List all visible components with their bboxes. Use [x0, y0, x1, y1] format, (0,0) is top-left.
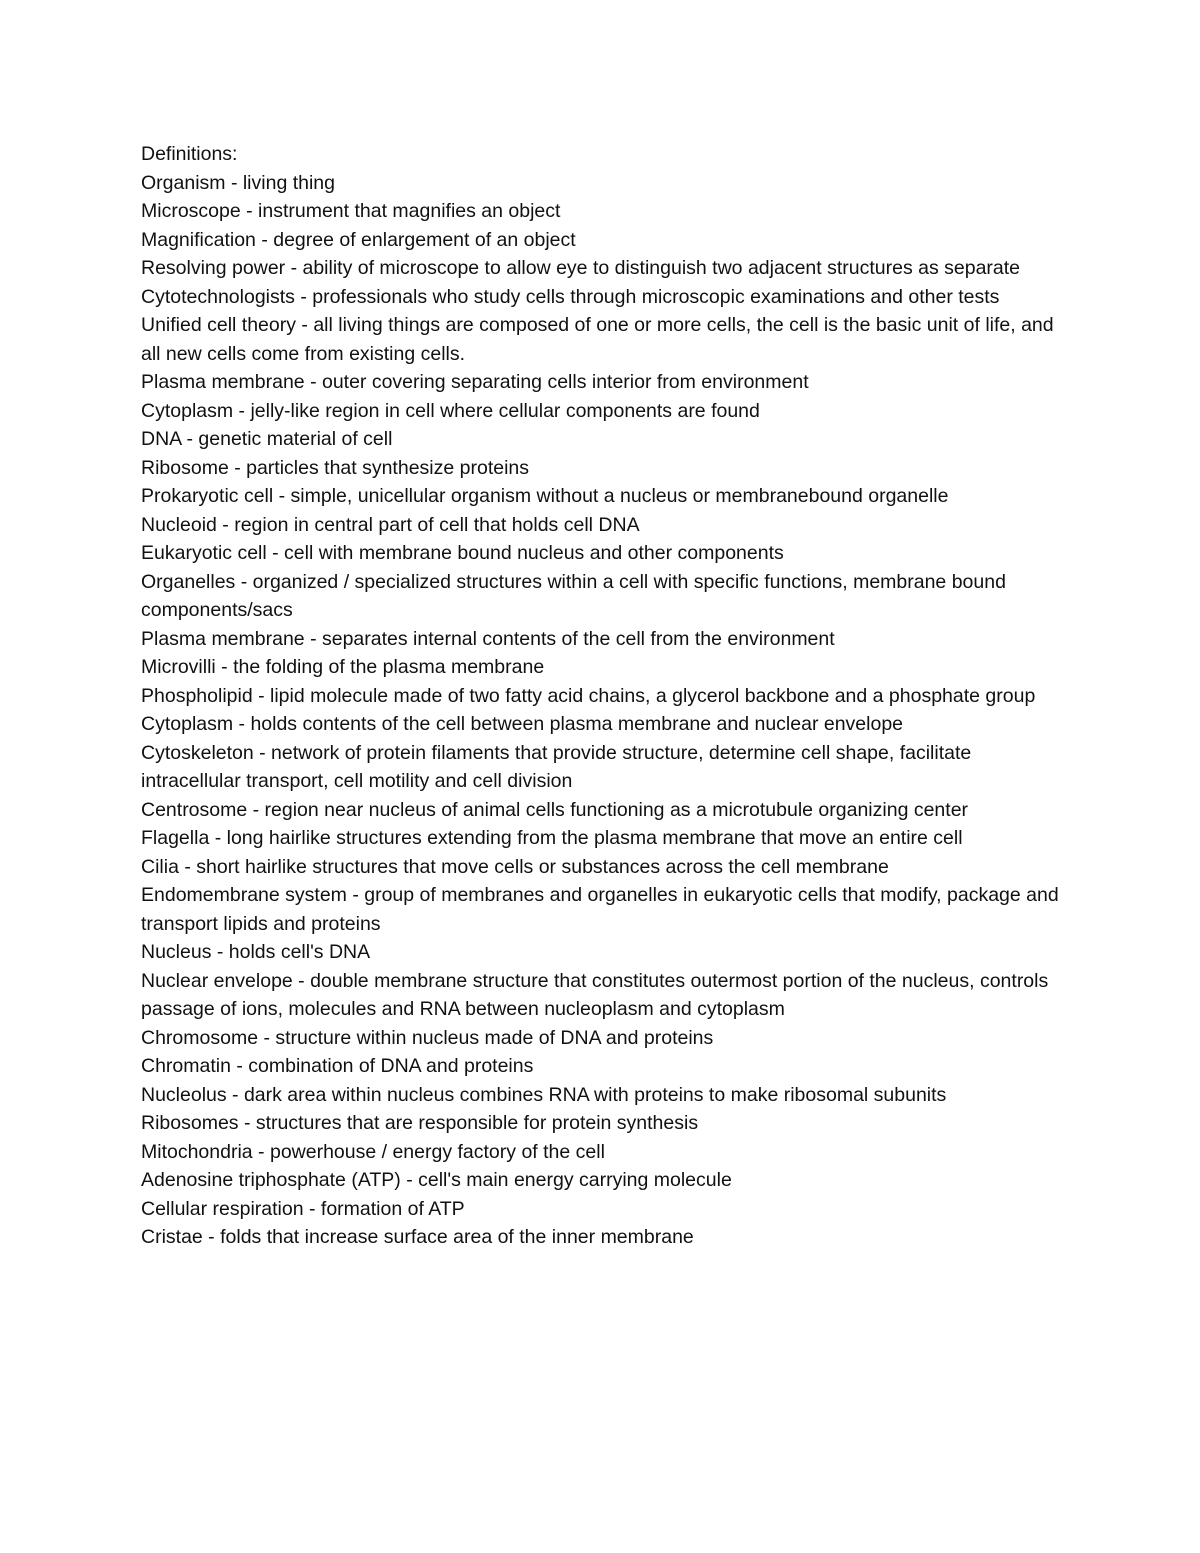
definition-entry: Prokaryotic cell - simple, unicellular organism without a nucleus or membranebound organelle [141, 485, 949, 507]
definition-entry: Organism - living thing [141, 171, 335, 194]
definition-entry: DNA - genetic material of cell [141, 428, 393, 450]
definition-entry: Nucleolus - dark area within nucleus combines RNA with proteins to make ribosomal subunits [141, 1083, 947, 1106]
definition-entry: Magnification - degree of enlargement of an object [141, 228, 576, 251]
definition-entry: Chromatin - combination of DNA and proteins [141, 1055, 534, 1077]
definition-entry: Nucleus - holds cell's DNA [141, 941, 371, 963]
definition-entry: Chromosome - structure within nucleus made of DNA and proteins [141, 1026, 714, 1049]
definition-entry: Cytotechnologists - professionals who study cells through microscopic examinations and other tests [141, 285, 1000, 308]
definition-entry: Unified cell theory - all living things are composed of one or more cells, the cell is the basic unit of life, and all new cells come from existing cells. [141, 314, 1054, 365]
definition-entry: Flagella - long hairlike structures extending from the plasma membrane that move an entire cell [141, 827, 963, 849]
definition-entry: Cristae - folds that increase surface area of the inner membrane [141, 1226, 694, 1248]
definition-entry: Nuclear envelope - double membrane structure that constitutes outermost portion of the nucleus, controls passage of ions, molecules and RNA between nucleoplasm and cytoplasm [141, 969, 1049, 1020]
definitions-list [141, 169, 1066, 1252]
definition-entry: Cytoplasm - jelly-like region in cell where cellular components are found [141, 399, 760, 422]
definition-entry: Resolving power - ability of microscope to allow eye to distinguish two adjacent structures as separate [141, 257, 1021, 279]
definition-entry: Plasma membrane - outer covering separating cells interior from environment [141, 371, 809, 393]
document-page [141, 140, 1066, 1252]
definition-entry: Microvilli - the folding of the plasma membrane [141, 656, 545, 678]
definition-entry: Cilia - short hairlike structures that move cells or substances across the cell membrane [141, 855, 889, 878]
definition-entry: Ribosome - particles that synthesize proteins [141, 456, 530, 479]
definition-entry: Eukaryotic cell - cell with membrane bound nucleus and other components [141, 542, 784, 564]
definition-entry: Nucleoid - region in central part of cell that holds cell DNA [141, 513, 640, 536]
definition-entry: Organelles - organized / specialized structures within a cell with specific functions, membrane bound components/sacs [141, 570, 1006, 621]
definition-entry: Cellular respiration - formation of ATP [141, 1197, 465, 1220]
definition-entry: Ribosomes - structures that are responsible for protein synthesis [141, 1112, 699, 1134]
definition-entry: Phospholipid - lipid molecule made of two fatty acid chains, a glycerol backbone and a phosphate group [141, 684, 1036, 707]
definition-entry: Adenosine triphosphate (ATP) - cell's main energy carrying molecule [141, 1169, 732, 1191]
definition-entry: Microscope - instrument that magnifies an object [141, 200, 561, 222]
definition-entry: Cytoplasm - holds contents of the cell between plasma membrane and nuclear envelope [141, 713, 904, 735]
document-heading: Definitions: [141, 143, 238, 165]
definition-entry: Mitochondria - powerhouse / energy factory of the cell [141, 1140, 605, 1163]
definition-entry: Cytoskeleton - network of protein filaments that provide structure, determine cell shape, facilitate intracellular transport, cell motility and cell division [141, 741, 972, 792]
definition-entry: Endomembrane system - group of membranes and organelles in eukaryotic cells that modify, package and transport lipids and proteins [141, 884, 1059, 935]
definition-entry: Centrosome - region near nucleus of animal cells functioning as a microtubule organizing center [141, 798, 969, 821]
definition-entry: Plasma membrane - separates internal contents of the cell from the environment [141, 627, 835, 650]
